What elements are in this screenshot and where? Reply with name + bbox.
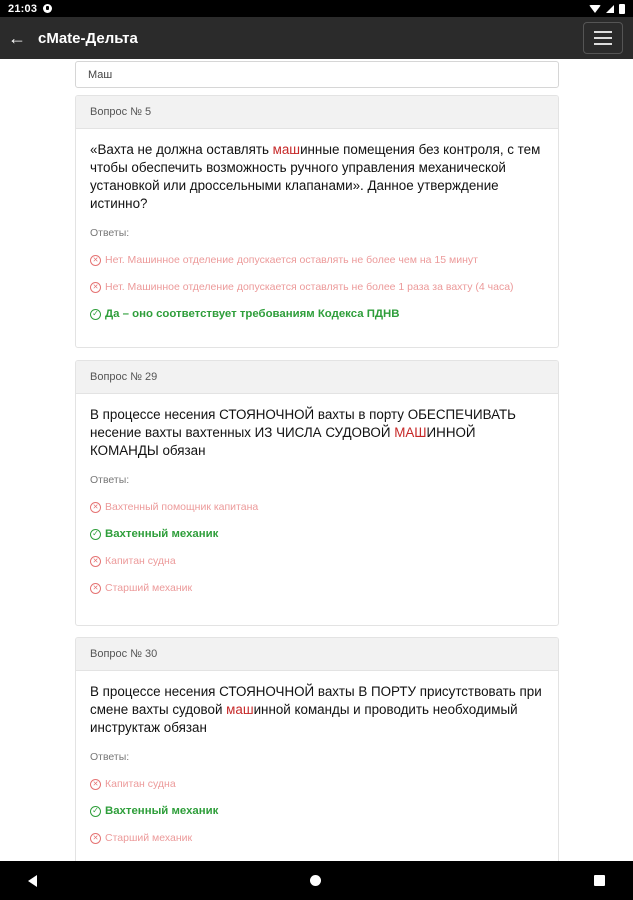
content-scroll-area[interactable] [0,59,633,861]
question-card-30 [75,637,559,861]
answers-label: Ответы: [90,227,130,239]
answer-item-correct: ✓ Вахтенный механик [90,528,544,540]
search-highlight: маш [226,702,254,717]
wrong-answer-icon: ✕ [90,502,101,513]
answers-label: Ответы: [90,474,130,486]
answer-item: ✕ Старший механик [90,582,544,594]
answer-item-correct: ✓ Да – оно соответствует требованиям Кодекса ПДНВ [90,308,544,320]
question-text: «Вахта не должна оставлять машинные помещения без контроля, с тем чтобы обеспечить возможность ручного управления механической установкой или дроссельными клапанами». Данное утверждение истинно? [90,142,541,211]
correct-answer-icon: ✓ [90,806,101,817]
answer-item: ✕ Старший механик [90,832,544,844]
answers-label: Ответы: [90,751,130,763]
wrong-answer-icon: ✕ [90,556,101,567]
system-nav-bar [0,861,633,900]
correct-answer-icon: ✓ [90,309,101,320]
search-highlight: МАШ [394,425,427,440]
answer-item: ✕ Нет. Машинное отделение допускается оставлять не более чем на 15 минут [90,254,544,266]
hamburger-menu-icon [594,31,612,33]
nav-back-icon[interactable] [28,875,37,887]
answer-item: ✕ Капитан судна [90,778,544,790]
status-icons [589,4,625,14]
question-card-29 [75,360,559,626]
wrong-answer-icon: ✕ [90,779,101,790]
answer-item: ✕ Капитан судна [90,555,544,567]
answer-item: ✕ Нет. Машинное отделение допускается оставлять не более 1 раза за вахту (4 часа) [90,281,544,293]
answer-item-correct: ✓ Вахтенный механик [90,805,544,817]
question-header: Вопрос № 29 [76,361,558,394]
nav-recents-icon[interactable] [594,875,605,886]
nav-home-icon[interactable] [310,875,321,886]
wrong-answer-icon: ✕ [90,255,101,266]
status-time: 21:03 [8,2,38,15]
app-bar [0,17,633,59]
question-header: Вопрос № 5 [76,96,558,129]
correct-answer-icon: ✓ [90,529,101,540]
app-title: cMate-Дельта [38,29,138,47]
signal-icon [606,5,614,13]
battery-icon [619,4,625,14]
question-text: В процессе несения СТОЯНОЧНОЙ вахты в порту ОБЕСПЕЧИВАТЬ несение вахты вахтенных ИЗ ЧИСЛА СУДОВОЙ МАШИННОЙ КОМАНДЫ обязан [90,407,516,458]
search-input[interactable] [75,61,559,88]
wrong-answer-icon: ✕ [90,282,101,293]
wrong-answer-icon: ✕ [90,833,101,844]
arrow-left-icon: ← [8,27,26,48]
search-highlight: маш [272,142,301,157]
question-card-5 [75,95,559,348]
status-bar [0,0,633,17]
question-header: Вопрос № 30 [76,638,558,671]
answer-item: ✕ Вахтенный помощник капитана [90,501,544,513]
question-text: В процессе несения СТОЯНОЧНОЙ вахты В ПОРТУ присутствовать при смене вахты судовой машинной команды и проводить необходимый инструктаж обязан [90,684,542,735]
notification-icon [43,4,52,13]
menu-button[interactable] [583,22,623,54]
wifi-icon [589,5,601,13]
wrong-answer-icon: ✕ [90,583,101,594]
back-button[interactable] [0,17,34,59]
